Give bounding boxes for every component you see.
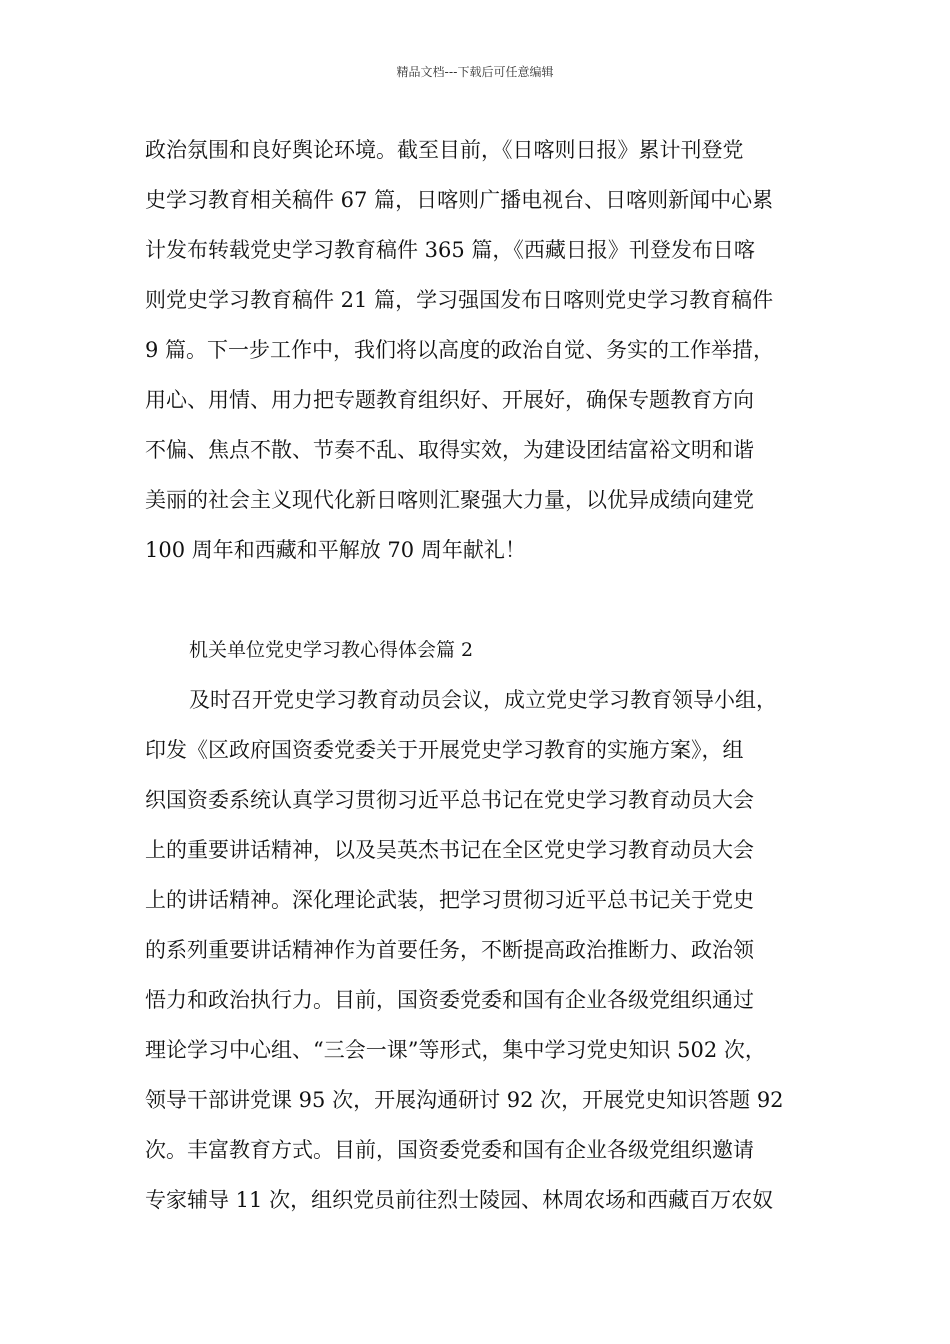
paragraph-line: 及时召开党史学习教育动员会议，成立党史学习教育领导小组， — [189, 688, 777, 712]
paragraph-line: 9 篇。下一步工作中，我们将以高度的政治自觉、务实的工作举措， — [145, 338, 775, 362]
paragraph-line: 则党史学习教育稿件 21 篇，学习强国发布日喀则党史学习教育稿件 — [145, 288, 774, 312]
paragraph-line: 印发《区政府国资委党委关于开展党史学习教育的实施方案》，组 — [145, 738, 744, 762]
paragraph-line: 悟力和政治执行力。目前，国资委党委和国有企业各级党组织通过 — [145, 988, 754, 1012]
paragraph-line: 织国资委系统认真学习贯彻习近平总书记在党史学习教育动员大会 — [145, 788, 754, 812]
paragraph-line: 美丽的社会主义现代化新日喀则汇聚强大力量，以优异成绩向建党 — [145, 488, 754, 512]
paragraph-1 — [145, 125, 825, 575]
paragraph-line: 上的重要讲话精神，以及吴英杰书记在全区党史学习教育动员大会 — [145, 838, 754, 862]
paragraph-line: 上的讲话精神。深化理论武装，把学习贯彻习近平总书记关于党史 — [145, 888, 754, 912]
paragraph-line: 100 周年和西藏和平解放 70 周年献礼！ — [145, 538, 526, 562]
paragraph-line: 史学习教育相关稿件 67 篇，日喀则广播电视台、日喀则新闻中心累 — [145, 188, 774, 212]
section-gap — [145, 575, 825, 625]
paragraph-2 — [145, 675, 825, 1225]
paragraph-line: 用心、用情、用力把专题教育组织好、开展好，确保专题教育方向 — [145, 388, 754, 412]
paragraph-line: 的系列重要讲话精神作为首要任务，不断提高政治推断力、政治领 — [145, 938, 754, 962]
page-header: 精品文档---下载后可任意编辑 — [396, 65, 554, 79]
paragraph-line: 领导干部讲党课 95 次，开展沟通研讨 92 次，开展党史知识答题 92 — [145, 1088, 784, 1112]
section-title: 机关单位党史学习教心得体会篇 2 — [189, 639, 474, 661]
paragraph-line: 理论学习中心组、“三会一课”等形式，集中学习党史知识 502 次， — [145, 1038, 766, 1062]
paragraph-line: 专家辅导 11 次，组织党员前往烈士陵园、林周农场和西藏百万农奴 — [145, 1188, 774, 1212]
document-body — [145, 125, 825, 1225]
paragraph-line: 次。丰富教育方式。目前，国资委党委和国有企业各级党组织邀请 — [145, 1138, 754, 1162]
paragraph-line: 计发布转载党史学习教育稿件 365 篇，《西藏日报》刊登发布日喀 — [145, 238, 755, 262]
paragraph-line: 政治氛围和良好舆论环境。截至目前，《日喀则日报》累计刊登党 — [145, 138, 744, 162]
paragraph-line: 不偏、焦点不散、节奏不乱、取得实效，为建设团结富裕文明和谐 — [145, 438, 754, 462]
